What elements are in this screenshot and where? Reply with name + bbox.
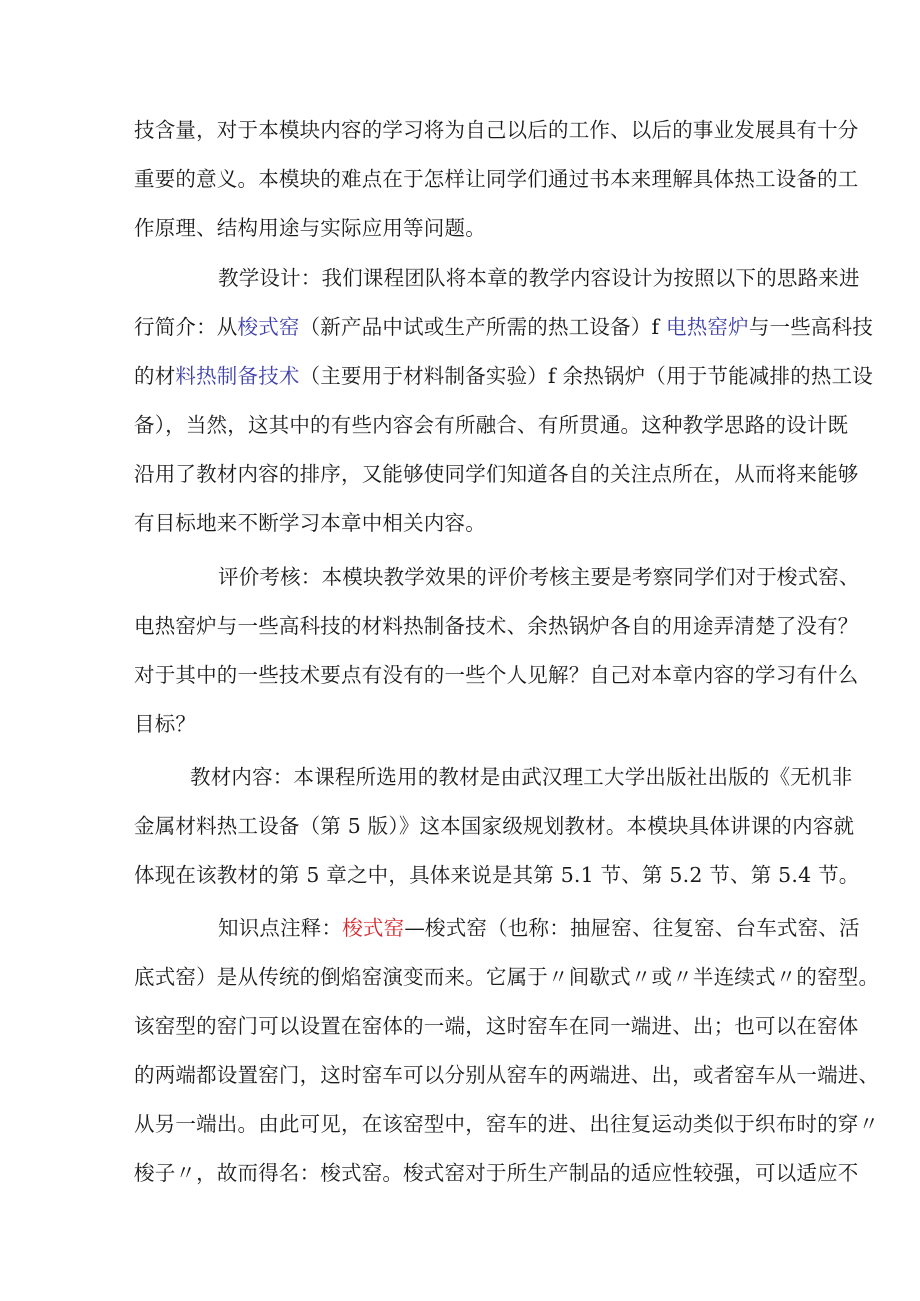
- design-line-5: 沿用了教材内容的排序，又能够使同学们知道各自的关注点所在，从而将来能够: [134, 462, 859, 486]
- notes-line-4: 的两端都设置窑门，这时窑车可以分别从窑车的两端进、出，或者窑车从一端进、: [134, 1063, 880, 1087]
- design-line-2: [134, 313, 873, 341]
- intro-line-3: 作原理、结构用途与实际应用等问题。: [134, 216, 486, 240]
- notes-line-1: [218, 914, 860, 942]
- design-line-2-text-c: 与一些高科技: [748, 315, 874, 339]
- link-electric-furnace[interactable]: 电热窑炉: [666, 315, 749, 339]
- textbook-line-3: 体现在该教材的第 5 章之中，具体来说是其第 5.1 节、第 5.2 节、第 5.4 节。: [134, 863, 860, 887]
- eval-line-2: 电热窑炉与一些高科技的材料热制备技术、余热锅炉各自的用途弄清楚了没有？: [134, 614, 859, 638]
- notes-line-6: 梭子〃，故而得名：梭式窑。梭式窑对于所生产制品的适应性较强，可以适应不: [134, 1161, 859, 1185]
- eval-line-3: 对于其中的一些技术要点有没有的一些个人见解？自己对本章内容的学习有什么: [134, 663, 859, 687]
- design-line-6: 有目标地来不断学习本章中相关内容。: [134, 511, 486, 535]
- eval-line-1: 评价考核：本模块教学效果的评价考核主要是考察同学们对于梭式窑、: [218, 565, 860, 589]
- design-line-1: 教学设计：我们课程团队将本章的教学内容设计为按照以下的思路来进: [218, 266, 860, 290]
- link-shuttle-kiln[interactable]: 梭式窑: [237, 315, 300, 339]
- textbook-line-2: 金属材料热工设备（第 5 版）》这本国家级规划教材。本模块具体讲课的内容就: [134, 814, 855, 838]
- notes-line-1-text-a: 知识点注释：: [218, 916, 343, 940]
- notes-line-2: 底式窑）是从传统的倒焰窑演变而来。它属于〃间歇式〃或〃半连续式〃的窑型。: [134, 965, 880, 989]
- link-shuttle-kiln-note[interactable]: 梭式窑: [342, 916, 405, 940]
- notes-line-3: 该窑型的窑门可以设置在窑体的一端，这时窑车在同一端进、出；也可以在窑体: [134, 1014, 859, 1038]
- intro-line-2: 重要的意义。本模块的难点在于怎样让同学们通过书本来理解具体热工设备的工: [134, 167, 859, 191]
- design-line-3-text-a: 的材: [134, 364, 176, 388]
- design-line-3: [134, 362, 873, 390]
- intro-line-1: 技含量，对于本模块内容的学习将为自己以后的工作、以后的事业发展具有十分: [134, 118, 859, 142]
- link-thermal-prep-tech[interactable]: 料热制备技术: [175, 364, 300, 388]
- textbook-line-1: 教材内容：本课程所选用的教材是由武汉理工大学出版社出版的《无机非: [190, 765, 853, 789]
- notes-line-1-text-b: —梭式窑（也称：抽屉窑、往复窑、台车式窑、活: [404, 916, 860, 940]
- notes-line-5: 从另一端出。由此可见，在该窑型中，窑车的进、出往复运动类似于织布时的穿〃: [134, 1112, 880, 1136]
- design-line-2-text-a: 行简介：从: [134, 315, 238, 339]
- eval-line-4: 目标？: [134, 712, 197, 736]
- design-line-4: 备），当然，这其中的有些内容会有所融合、有所贯通。这种教学思路的设计既: [134, 413, 849, 437]
- design-line-3-text-b: （主要用于材料制备实验）f 余热锅炉（用于节能减排的热工设: [299, 364, 874, 388]
- design-line-2-text-b: （新产品中试或生产所需的热工设备）f: [299, 315, 667, 339]
